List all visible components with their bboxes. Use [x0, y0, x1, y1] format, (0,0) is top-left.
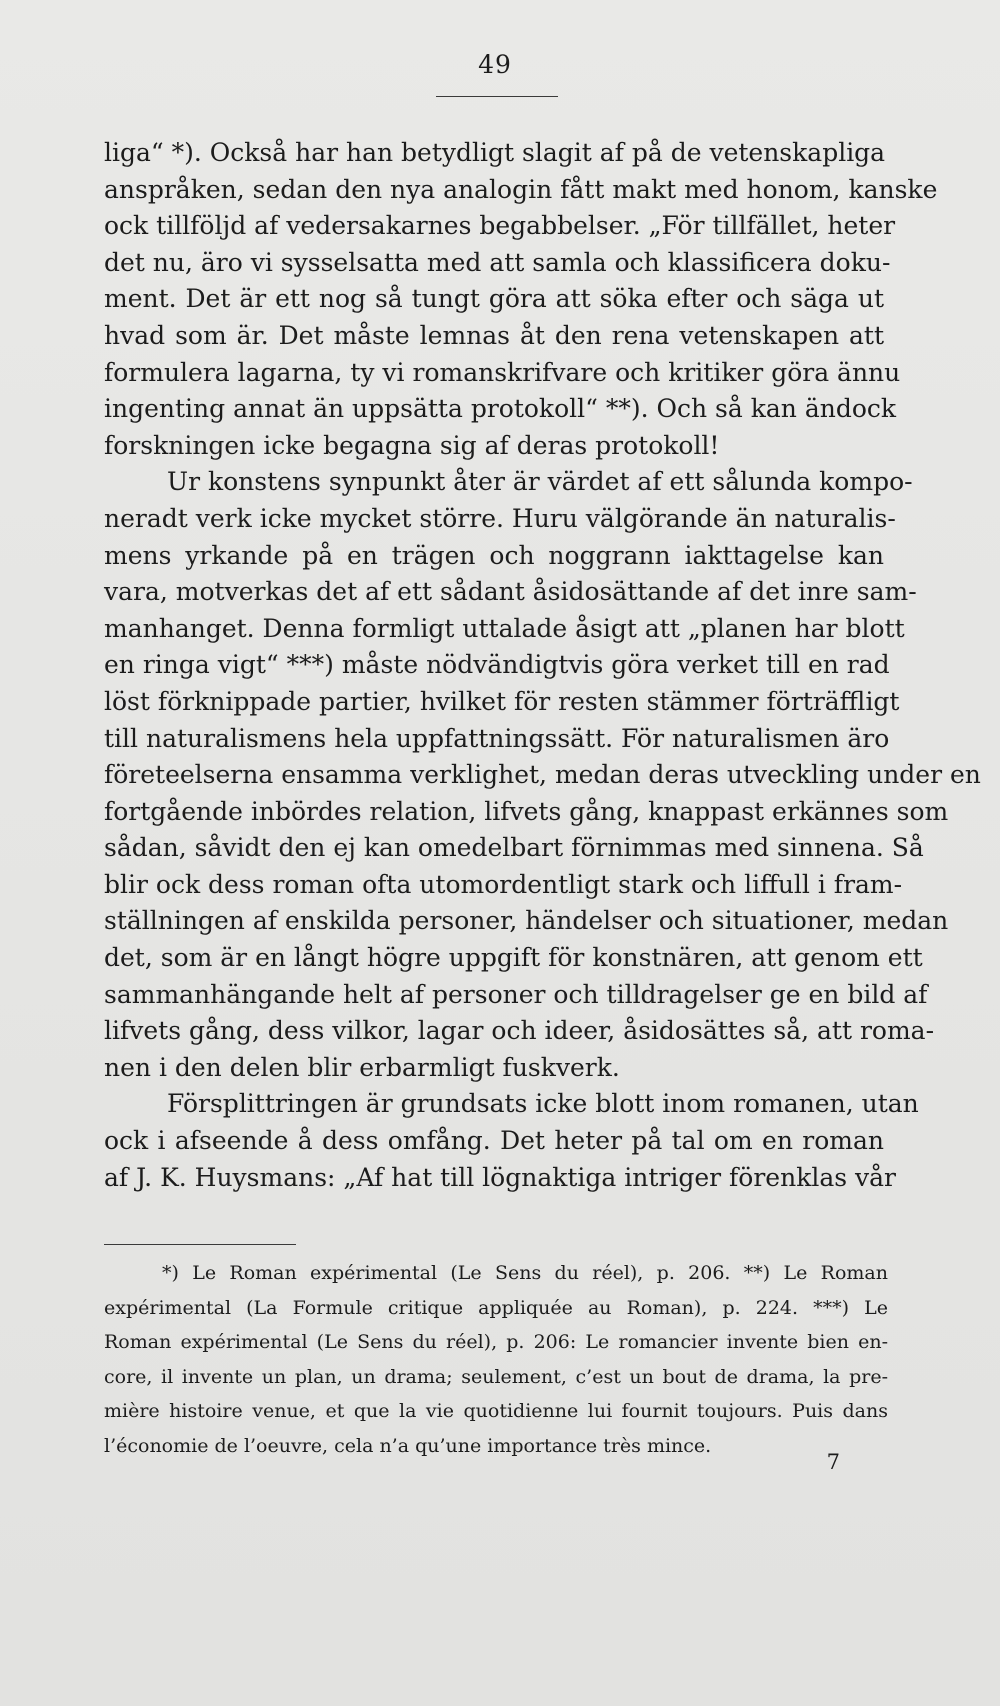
text-line: liga“ *). Också har han betydligt slagit af på de vetenskapliga [104, 138, 886, 167]
text-line: forskningen icke begagna sig af deras protokoll! [104, 430, 720, 460]
signature-mark: 7 [826, 1450, 840, 1474]
text-line: mens yrkande på en trägen och noggrann iakttagelse kan [104, 540, 884, 570]
text-line: en ringa vigt“ ***) måste nödvändigtvis göra verket till en rad [104, 650, 890, 680]
text-line: nen i den delen blir erbarmligt fuskverk. [104, 1052, 620, 1082]
footnote-rule [104, 1244, 296, 1245]
text-line: vara, motverkas det af ett sådant åsidosättande af det inre sam- [104, 577, 917, 607]
text-line: neradt verk icke mycket större. Huru välgörande än naturalis- [104, 503, 896, 533]
text-line: ment. Det är ett nog så tungt göra att söka efter och säga ut [104, 284, 884, 314]
text-line: sammanhängande helt af personer och tilldragelser ge en bild af [104, 979, 928, 1009]
text-line: ställningen af enskilda personer, händelser och situationer, medan [104, 906, 949, 936]
page-number: 49 [478, 50, 512, 79]
text-line: lifvets gång, dess vilkor, lagar och ideer, åsidosättes så, att roma- [104, 1016, 935, 1046]
body-text [104, 135, 981, 1196]
text-line: löst förknippade partier, hvilket för resten stämmer förträffligt [104, 686, 900, 716]
text-line: ock i afseende å dess omfång. Det heter på tal om en roman [104, 1126, 884, 1156]
footnote-line: core, il invente un plan, un drama; seulement, c’est un bout de drama, la pre- [104, 1365, 888, 1388]
footnote-line: Roman expérimental (Le Sens du réel), p. 206: Le romancier invente bien en- [104, 1331, 888, 1353]
text-line: af J. K. Huysmans: „Af hat till lögnaktiga intriger förenklas vår [104, 1162, 897, 1192]
text-line: till naturalismens hela uppfattningssätt. För naturalismen äro [104, 723, 890, 753]
text-line: formulera lagarna, ty vi romanskrifvare och kritiker göra ännu [104, 357, 901, 387]
text-line: det nu, äro vi sysselsatta med att samla och klassificera doku- [104, 247, 891, 277]
text-line: fortgående inbördes relation, lifvets gång, knappast erkännes som [104, 796, 949, 826]
text-line: blir ock dess roman ofta utomordentligt stark och liffull i fram- [104, 869, 903, 899]
text-line: det, som är en långt högre uppgift för konstnären, att genom ett [104, 943, 923, 973]
text-line: ingenting annat än uppsätta protokoll“ **). Och så kan ändock [104, 394, 897, 424]
footnote-line: mière histoire venue, et que la vie quotidienne lui fournit toujours. Puis dans [104, 1400, 888, 1422]
footnote-line: *) Le Roman expérimental (Le Sens du réel), p. 206. **) Le Roman [162, 1262, 888, 1284]
text-line: företeelserna ensamma verklighet, medan deras utveckling under en [104, 760, 981, 790]
header-rule [436, 96, 558, 97]
text-line: manhanget. Denna formligt uttalade åsigt att „planen har blott [104, 613, 905, 643]
text-line: sådan, såvidt den ej kan omedelbart förnimmas med sinnena. Så [104, 833, 924, 863]
text-line: anspråken, sedan den nya analogin fått makt med honom, kanske [104, 174, 938, 204]
paragraph-start-line: Ur konstens synpunkt åter är värdet af ett sålunda kompo- [167, 467, 913, 497]
text-line: hvad som är. Det måste lemnas åt den rena vetenskapen att [104, 320, 884, 350]
text-line: ock tillföljd af vedersakarnes begabbelser. „För tillfället, heter [104, 211, 896, 241]
paragraph-start-line: Försplittringen är grundsats icke blott inom romanen, utan [167, 1089, 919, 1119]
footnotes [104, 1256, 888, 1463]
footnote-line: expérimental (La Formule critique appliquée au Roman), p. 224. ***) Le [104, 1296, 888, 1319]
footnote-line: l’économie de l’oeuvre, cela n’a qu’une importance très mince. [104, 1434, 712, 1457]
